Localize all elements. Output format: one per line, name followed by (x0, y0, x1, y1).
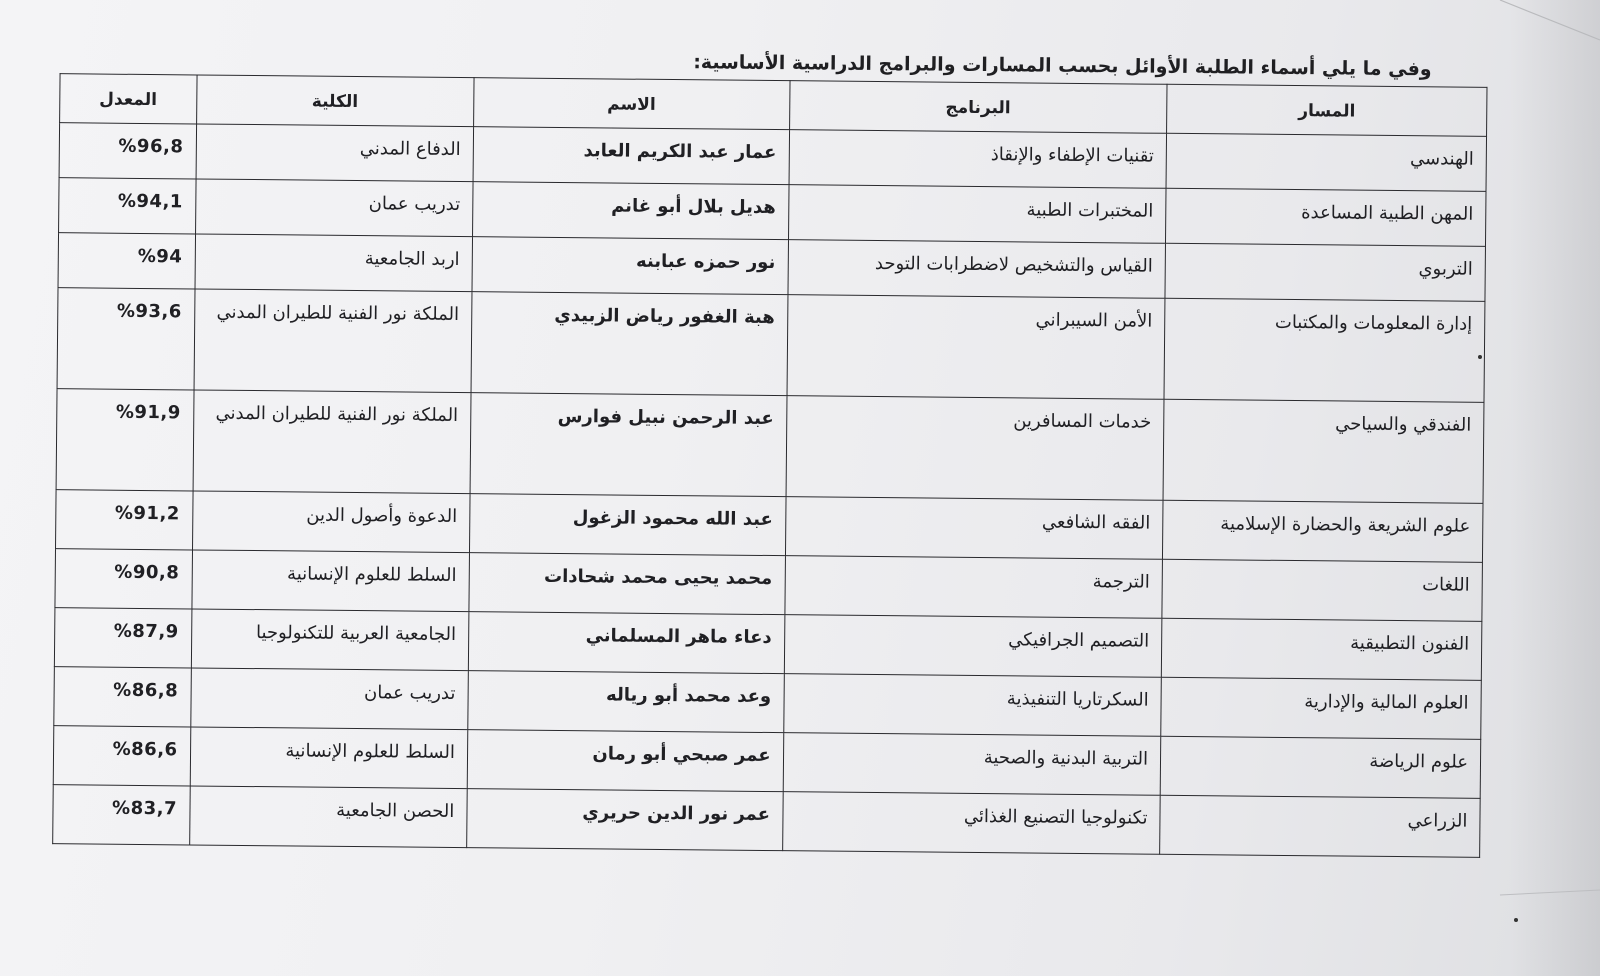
cell-track: اللغات (1162, 559, 1483, 621)
cell-name: هديل بلال أبو غانم (472, 182, 788, 240)
cell-name: محمد يحيى محمد شحادات (469, 553, 785, 615)
cell-college: تدريب عمان (190, 668, 468, 730)
cell-average: %94 (58, 233, 195, 289)
cell-program: التصميم الجرافيكي (784, 615, 1162, 678)
cell-name: عمر نور الدين حريري (466, 789, 782, 851)
cell-program: القياس والتشخيص لاضطرابات التوحد (787, 240, 1165, 299)
cell-program: تكنولوجيا التصنيع الغذائي (782, 792, 1160, 855)
cell-college: الدعوة وأصول الدين (192, 491, 470, 553)
cell-track: الزراعي (1160, 795, 1481, 857)
cell-track: علوم الشريعة والحضارة الإسلامية (1163, 500, 1484, 562)
cell-track: الفندقي والسياحي (1163, 399, 1484, 503)
cell-college: الملكة نور الفنية للطيران المدني (193, 390, 471, 494)
cell-program: خدمات المسافرين (786, 396, 1164, 501)
cell-track: الهندسي (1166, 133, 1486, 191)
header-name: الاسم (473, 78, 789, 130)
cell-name: عبد الله محمود الزغول (469, 494, 785, 556)
cell-program: السكرتاريا التنفيذية (783, 674, 1161, 737)
cell-college: السلط للعلوم الإنسانية (190, 727, 468, 789)
cell-average: %94,1 (59, 178, 196, 234)
table-row (57, 288, 1485, 403)
cell-track: إدارة المعلومات والمكتبات (1164, 298, 1485, 402)
header-average: المعدل (60, 74, 197, 124)
cell-track: المهن الطبية المساعدة (1166, 188, 1486, 246)
cell-average: %86,8 (54, 667, 191, 727)
cell-name: عمر صبحي أبو رمان (467, 730, 783, 792)
cell-average: %90,8 (55, 549, 192, 609)
cell-program: تقنيات الإطفاء والإنقاذ (789, 130, 1167, 189)
cell-program: الترجمة (784, 556, 1162, 619)
table-row (56, 389, 1484, 504)
cell-track: الفنون التطبيقية (1161, 618, 1482, 680)
cell-college: السلط للعلوم الإنسانية (191, 550, 469, 612)
cell-average: %91,9 (56, 389, 193, 491)
cell-program: الأمن السيبراني (787, 295, 1165, 400)
cell-college: الدفاع المدني (196, 124, 474, 182)
cell-average: %93,6 (57, 288, 194, 390)
cell-name: وعد محمد أبو رياله (468, 671, 784, 733)
cell-college: تدريب عمان (195, 179, 473, 237)
header-track: المسار (1167, 84, 1487, 136)
cell-average: %86,6 (53, 726, 190, 786)
cell-name: هبة الغفور رياض الزبيدي (471, 292, 788, 396)
cell-college: الجامعية العربية للتكنولوجيا (191, 609, 469, 671)
header-college: الكلية (196, 75, 474, 127)
header-program: البرنامج (789, 81, 1167, 134)
cell-track: التربوي (1165, 243, 1485, 301)
cell-track: العلوم المالية والإدارية (1161, 677, 1482, 739)
cell-college: الملكة نور الفنية للطيران المدني (194, 289, 472, 393)
cell-name: عبد الرحمن نبيل فوارس (470, 393, 787, 497)
document-body (52, 39, 1488, 858)
cell-program: التربية البدنية والصحية (783, 733, 1161, 796)
cell-average: %83,7 (53, 785, 190, 845)
cell-program: الفقه الشافعي (785, 497, 1163, 560)
cell-program: المختبرات الطبية (788, 185, 1166, 244)
cell-college: اربد الجامعية (195, 234, 473, 292)
cell-name: عمار عبد الكريم العابد (473, 127, 789, 185)
cell-name: دعاء ماهر المسلماني (468, 612, 784, 674)
cell-name: نور حمزه عبابنه (472, 237, 788, 295)
ink-dot (1514, 918, 1518, 922)
cell-track: علوم الرياضة (1160, 736, 1481, 798)
cell-average: %91,2 (56, 490, 193, 550)
cell-college: الحصن الجامعية (189, 786, 467, 848)
cell-average: %96,8 (59, 123, 196, 179)
document-heading: وفي ما يلي أسماء الطلبة الأوائل بحسب المسارات والبرامج الدراسية الأساسية: (693, 51, 1432, 81)
top-students-table (52, 73, 1487, 858)
cell-average: %87,9 (54, 608, 191, 668)
